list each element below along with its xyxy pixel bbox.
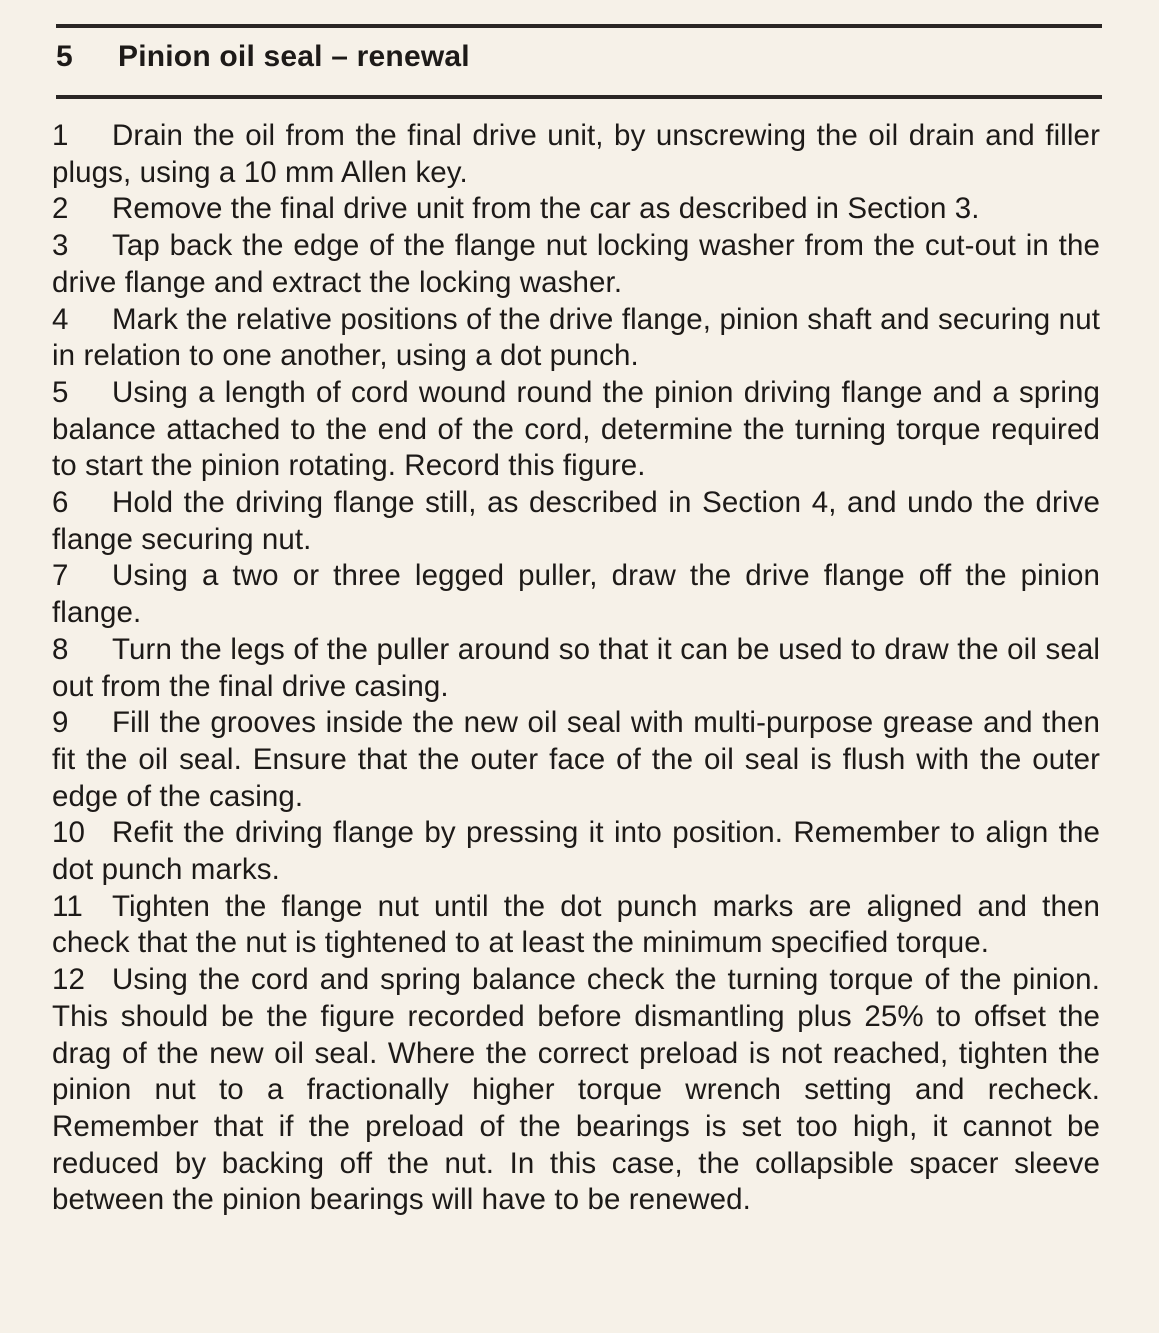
step-text: Fill the grooves inside the new oil seal with multi-purpose grease and then fit the oil seal. Ensure that the outer face of the oil seal is flush with the outer edge of the casing.: [52, 706, 1100, 813]
step-text: Using a length of cord wound round the pinion driving flange and a spring balance attached to the end of the cord, determine the turning torque required to start the pinion rotating. Record this figure.: [52, 375, 1100, 483]
step-text: Using a two or three legged puller, draw the drive flange off the pinion flange.: [52, 559, 1100, 630]
step-text: Remove the final drive unit from the car as described in Section 3.: [112, 192, 980, 226]
step-text: Using the cord and spring balance check the turning torque of the pinion. This should be the figure recorded before dismantling plus 25% to offset the drag of the new oil seal. Where the correct preload is not reached, tighten the pinion nut to a fractionally higher torque wrench setting and recheck. Remember that if the preload of the bearings is set too high, it cannot be reduced by backing off the nut. In this case, the collapsible spacer sleeve between the pinion bearings will have to be renewed.: [52, 963, 1100, 1217]
step-number: 7: [52, 559, 69, 593]
step-4: [52, 302, 1100, 375]
step-number: 2: [52, 192, 69, 226]
step-text: Tighten the flange nut until the dot punch marks are aligned and then check that the nut is tightened to at least the minimum specified torque.: [52, 889, 1100, 960]
step-number: 9: [52, 706, 69, 740]
step-3: [52, 228, 1100, 301]
step-number: 5: [52, 375, 69, 409]
step-5: [52, 375, 1100, 485]
step-10: [52, 815, 1100, 888]
section-title: Pinion oil seal – renewal: [118, 40, 470, 73]
step-text: Hold the driving flange still, as described in Section 4, and undo the drive flange securing nut.: [52, 486, 1100, 556]
step-number: 10: [52, 816, 86, 850]
step-text: Refit the driving flange by pressing it into position. Remember to align the dot punch marks.: [52, 816, 1100, 887]
step-number: 3: [52, 229, 69, 263]
top-rule: [56, 24, 1102, 28]
section-heading: [56, 40, 470, 74]
step-6: [52, 485, 1100, 558]
step-text: Turn the legs of the puller around so that it can be used to draw the oil seal out from the final drive casing.: [52, 632, 1100, 703]
step-number: 8: [52, 632, 69, 666]
step-number: 4: [52, 302, 69, 336]
step-7: [52, 558, 1100, 631]
step-12: [52, 962, 1100, 1219]
step-8: [52, 632, 1100, 705]
bottom-rule: [56, 95, 1102, 99]
step-number: 12: [52, 963, 86, 997]
step-9: [52, 705, 1100, 815]
section-number: 5: [56, 40, 73, 73]
step-number: 11: [52, 889, 83, 923]
step-text: Drain the oil from the final drive unit, by unscrewing the oil drain and filler plugs, using a 10 mm Allen key.: [52, 119, 1100, 189]
steps-list: [52, 118, 1100, 1219]
step-text: Mark the relative positions of the drive flange, pinion shaft and securing nut in relation to one another, using a dot punch.: [52, 302, 1100, 373]
step-1: [52, 118, 1100, 191]
step-11: [52, 889, 1100, 962]
step-number: 6: [52, 486, 69, 520]
step-number: 1: [52, 119, 69, 152]
step-2: [52, 191, 1100, 228]
step-text: Tap back the edge of the flange nut locking washer from the cut-out in the drive flange and extract the locking washer.: [52, 229, 1100, 299]
